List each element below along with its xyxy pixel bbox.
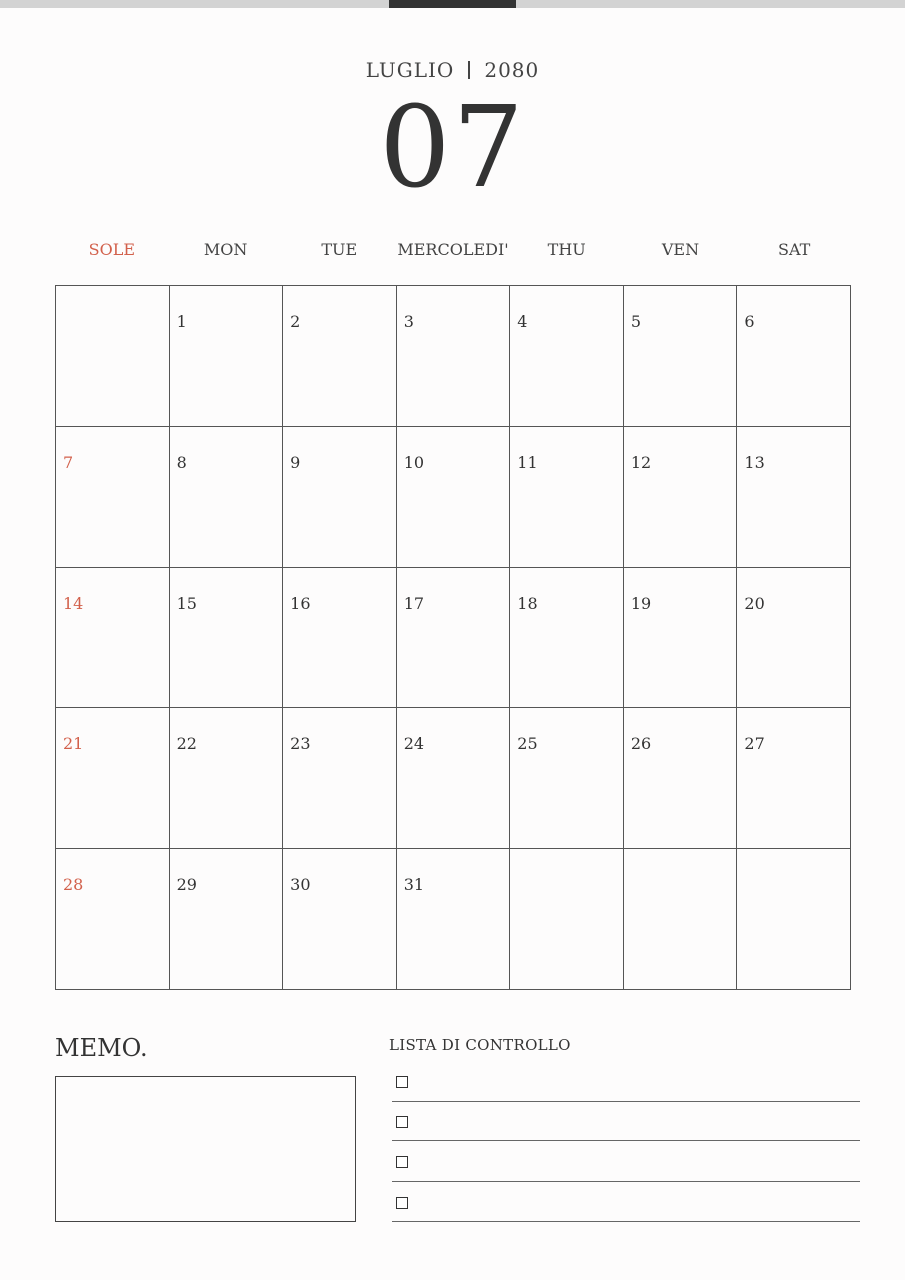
weekday-wednesday: MERCOLEDI'	[397, 240, 509, 259]
day-cell[interactable]: 7	[56, 427, 170, 568]
checkbox[interactable]	[396, 1197, 408, 1209]
checklist-line	[392, 1140, 860, 1141]
month-name: LUGLIO	[365, 58, 455, 82]
day-cell[interactable]: 14	[56, 568, 170, 709]
checkbox[interactable]	[396, 1076, 408, 1088]
day-cell[interactable]	[737, 849, 851, 990]
weekday-friday: VEN	[661, 240, 700, 259]
day-cell[interactable]: 17	[397, 568, 511, 709]
day-cell[interactable]: 30	[283, 849, 397, 990]
day-cell[interactable]: 2	[283, 286, 397, 427]
day-cell[interactable]: 12	[624, 427, 738, 568]
day-cell[interactable]: 13	[737, 427, 851, 568]
weekday-tuesday: TUE	[321, 240, 358, 259]
day-cell[interactable]: 28	[56, 849, 170, 990]
weekday-saturday: SAT	[778, 240, 811, 259]
day-cell[interactable]	[624, 849, 738, 990]
checklist-line	[392, 1101, 860, 1102]
day-cell[interactable]: 23	[283, 708, 397, 849]
weekday-monday: MON	[203, 240, 248, 259]
day-cell[interactable]: 15	[170, 568, 284, 709]
year: 2080	[484, 58, 540, 82]
calendar-grid	[55, 285, 851, 990]
day-cell[interactable]: 3	[397, 286, 511, 427]
day-cell[interactable]: 10	[397, 427, 511, 568]
day-cell[interactable]: 18	[510, 568, 624, 709]
day-cell[interactable]: 22	[170, 708, 284, 849]
separator	[468, 61, 470, 79]
checklist-title: LISTA DI CONTROLLO	[389, 1036, 571, 1054]
checklist-line	[392, 1181, 860, 1182]
day-cell[interactable]: 20	[737, 568, 851, 709]
day-cell[interactable]: 27	[737, 708, 851, 849]
day-cell[interactable]: 11	[510, 427, 624, 568]
day-cell[interactable]: 4	[510, 286, 624, 427]
day-cell[interactable]: 19	[624, 568, 738, 709]
day-cell[interactable]: 25	[510, 708, 624, 849]
day-cell[interactable]: 24	[397, 708, 511, 849]
day-cell[interactable]	[56, 286, 170, 427]
memo-title: MEMO.	[55, 1034, 148, 1062]
memo-box[interactable]	[55, 1076, 356, 1222]
day-cell[interactable]: 26	[624, 708, 738, 849]
day-cell[interactable]: 1	[170, 286, 284, 427]
top-bar-accent	[389, 0, 516, 8]
weekday-sunday: SOLE	[88, 240, 136, 259]
day-cell[interactable]	[510, 849, 624, 990]
day-cell[interactable]: 16	[283, 568, 397, 709]
day-cell[interactable]: 5	[624, 286, 738, 427]
month-year-label	[0, 58, 905, 82]
day-cell[interactable]: 21	[56, 708, 170, 849]
day-cell[interactable]: 6	[737, 286, 851, 427]
weekday-thursday: THU	[547, 240, 586, 259]
checkbox[interactable]	[396, 1156, 408, 1168]
checklist-line	[392, 1221, 860, 1222]
day-cell[interactable]: 9	[283, 427, 397, 568]
day-cell[interactable]: 8	[170, 427, 284, 568]
checkbox[interactable]	[396, 1116, 408, 1128]
day-cell[interactable]: 29	[170, 849, 284, 990]
month-number: 07	[379, 83, 526, 213]
weekday-header	[55, 240, 851, 259]
day-cell[interactable]: 31	[397, 849, 511, 990]
